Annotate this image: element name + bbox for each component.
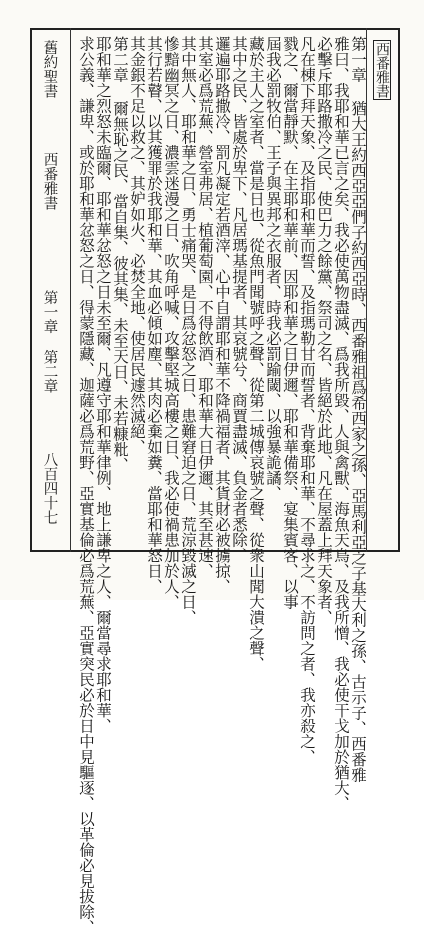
text-column: 其中之民、皆處於卑下、凡居瑪基提者、其哀號兮、商賈盡滅、負金者悉除、 bbox=[230, 36, 248, 563]
text-column: 雅曰、我耶和華已言之矣、我必使萬物盡滅、爲我所毀、人與禽獸、海魚天鳥、及我所憎、我必使干戈加於猶大、 bbox=[332, 36, 350, 811]
text-column: 耶和華之烈怒未臨爾、耶和華忿怒之日未至爾、凡遵守耶和華律例、地上謙卑之人、爾當尋求耶和華、 bbox=[94, 36, 112, 734]
book-name: 舊約聖書 bbox=[41, 40, 58, 98]
text-column: 慘黯幽冥之日、濃雲迷漫之日、吹角呼喊、攻擊堅城高樓之日、我必使禍患加於人、 bbox=[162, 36, 180, 610]
text-column: 凡在棟下拜天象、及指耶和華而誓、及指瑪勒甘而誓者、背棄耶和華、不尋求之、不訪問之者、我亦殺之、 bbox=[298, 36, 316, 765]
text-column: 必擊斥耶路撒冷之民、使巴力之餘黨、祭司之名、皆絕於此地、凡在屋蓋上拜天象者、 bbox=[315, 36, 333, 625]
left-margin-rule bbox=[70, 28, 71, 552]
text-column: 第二章 爾無恥之民、當自集、彼其集、未至天日、未若糠粃、 bbox=[111, 36, 129, 473]
text-column: 其中無人、耶和華之日、勇士痛哭、是日爲忿怒之日、患難窘迫之日、荒涼毀滅之日、 bbox=[179, 36, 197, 625]
text-column: 其金銀不足以救之、其妒如火、必焚全地、使居民遽然滅絕、 bbox=[128, 36, 146, 455]
text-column: 其室必爲荒蕪、營室弗居、植葡萄園、不得飲酒、耶和華大日伊邇、其至甚速、 bbox=[196, 36, 214, 579]
book-title-footer: 西番雅書 bbox=[41, 152, 58, 210]
text-column: 第一章 猶大王約西亞亞們子約西亞時、西番雅祖爲希西家之孫、亞馬利亞之子基大利之孫、古示子、西番雅 bbox=[349, 36, 367, 783]
page-number: 八百四十七 bbox=[41, 452, 58, 525]
text-column: 其行若瞽、以其獲罪於我耶和華、其血必傾如塵、其肉必棄如糞、當耶和華怒日、 bbox=[145, 36, 163, 594]
text-column: 屆我必罰牧伯、王子與異邦之衣服者、時我必罰踰閾、以強暴詭譎、 bbox=[264, 36, 282, 501]
chapter-range: 第一章 第二章 bbox=[41, 290, 58, 393]
text-column: 邏遍耶路撒冷、罰凡凝定若酒滓、心中自謂耶和華不降禍福者、其貨財必被擄掠、 bbox=[213, 36, 231, 594]
running-title: 西番雅書 bbox=[374, 42, 390, 98]
text-column: 藏於主人之室者、當是日也、從魚門聞號呼之聲、從第二城傳哀號之聲、從衆山聞大潰之聲、 bbox=[247, 36, 265, 672]
text-column: 求公義、謙卑、或於耶和華忿怒之日、得蒙隱藏、迦薩必爲荒野、亞實基倫必爲荒蕪、亞實突民必於日中見驅逐、以革倫必見拔除、 bbox=[77, 36, 95, 935]
text-column: 戮之、爾當靜默、在主耶和華前、因耶和華之日伊邇、耶和華備祭、宴集賓客、以事 bbox=[281, 36, 299, 610]
